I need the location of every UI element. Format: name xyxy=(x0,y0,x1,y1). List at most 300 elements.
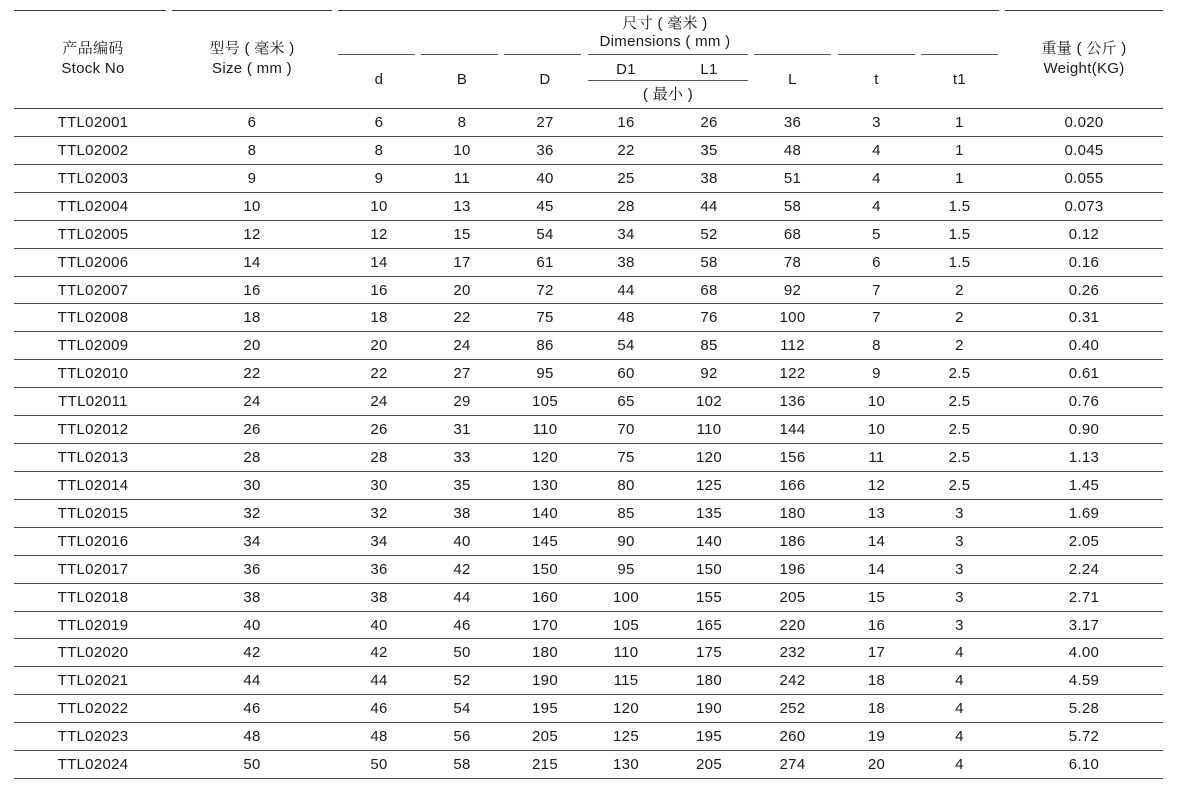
cell-D: 45 xyxy=(536,197,554,215)
cell-L: 232 xyxy=(779,644,806,662)
cell-weight: 6.10 xyxy=(1068,756,1100,774)
cell-L1: 150 xyxy=(696,560,722,578)
cell-d: 46 xyxy=(370,700,388,718)
cell-t1: 4 xyxy=(955,700,964,718)
cell-t: 14 xyxy=(867,532,886,550)
cell-t1: 2.5 xyxy=(948,421,971,439)
cell-B: 13 xyxy=(453,197,471,215)
cell-size: 12 xyxy=(243,225,261,243)
table-row xyxy=(0,723,1183,751)
cell-B: 29 xyxy=(453,393,471,411)
cell-D: 27 xyxy=(536,114,554,131)
cell-weight: 2.05 xyxy=(1068,532,1100,550)
cell-size: 42 xyxy=(243,644,261,662)
subheader-line-D xyxy=(504,54,581,55)
cell-size: 40 xyxy=(243,616,261,634)
cell-L1: 135 xyxy=(696,504,722,522)
cell-t1: 1 xyxy=(955,141,964,159)
cell-D1: 95 xyxy=(617,560,635,578)
cell-D1: 120 xyxy=(613,700,639,718)
cell-B: 44 xyxy=(453,588,471,606)
cell-t: 20 xyxy=(867,756,886,774)
cell-stock-no: TTL02015 xyxy=(57,504,129,522)
top-border-weight xyxy=(1005,10,1163,11)
cell-t: 11 xyxy=(868,449,885,467)
cell-L1: 44 xyxy=(700,197,718,215)
cell-D1: 34 xyxy=(617,225,635,243)
cell-B: 35 xyxy=(453,476,471,494)
cell-t1: 2.5 xyxy=(948,476,971,494)
cell-size: 22 xyxy=(243,365,261,383)
cell-weight: 0.26 xyxy=(1068,281,1100,299)
cell-t: 4 xyxy=(872,197,881,215)
cell-L: 186 xyxy=(779,532,806,550)
cell-size: 8 xyxy=(247,141,257,159)
cell-weight: 0.40 xyxy=(1068,337,1100,355)
table-row xyxy=(0,332,1183,360)
cell-B: 52 xyxy=(453,672,471,690)
cell-L: 196 xyxy=(779,560,806,578)
cell-stock-no: TTL02021 xyxy=(57,672,129,690)
cell-L: 156 xyxy=(779,449,806,467)
cell-B: 27 xyxy=(453,365,471,383)
cell-B: 56 xyxy=(453,728,471,746)
cell-t1: 2.5 xyxy=(948,449,971,467)
cell-L: 144 xyxy=(779,421,806,439)
cell-L: 180 xyxy=(779,504,806,522)
cell-D: 195 xyxy=(532,700,558,718)
cell-L1: 92 xyxy=(700,365,718,383)
cell-L: 68 xyxy=(783,225,802,243)
table-row xyxy=(0,528,1183,556)
cell-L1: 120 xyxy=(696,449,722,467)
cell-d: 22 xyxy=(370,365,388,383)
cell-L1: 26 xyxy=(700,114,718,131)
header-D1: D1 xyxy=(616,61,636,78)
cell-weight: 4.59 xyxy=(1068,672,1100,690)
cell-size: 36 xyxy=(243,560,261,578)
header-t1: t1 xyxy=(952,71,967,88)
cell-t: 12 xyxy=(867,476,886,494)
cell-t: 18 xyxy=(867,672,886,690)
top-border-stock xyxy=(14,10,166,11)
cell-weight: 5.28 xyxy=(1068,700,1100,718)
cell-D: 86 xyxy=(536,337,554,355)
cell-weight: 3.17 xyxy=(1068,616,1100,634)
cell-L1: 35 xyxy=(700,141,718,159)
cell-weight: 0.020 xyxy=(1064,114,1104,131)
cell-B: 40 xyxy=(453,532,471,550)
cell-D1: 25 xyxy=(617,169,635,187)
table-row xyxy=(0,304,1183,332)
subheader-line-t xyxy=(838,54,915,55)
cell-t1: 2.5 xyxy=(948,393,971,411)
cell-d: 32 xyxy=(370,504,388,522)
cell-weight: 4.00 xyxy=(1068,644,1100,662)
cell-d: 9 xyxy=(374,169,384,187)
cell-L: 58 xyxy=(783,197,802,215)
cell-D: 150 xyxy=(532,560,558,578)
cell-B: 11 xyxy=(453,169,471,187)
cell-B: 50 xyxy=(453,644,471,662)
cell-weight: 0.90 xyxy=(1068,421,1100,439)
cell-size: 16 xyxy=(243,281,261,299)
cell-weight: 1.13 xyxy=(1068,449,1100,467)
cell-L1: 175 xyxy=(696,644,722,662)
cell-d: 48 xyxy=(370,728,388,746)
cell-B: 10 xyxy=(453,141,471,159)
table-row xyxy=(0,612,1183,640)
cell-stock-no: TTL02014 xyxy=(57,476,129,494)
cell-D: 120 xyxy=(532,449,558,467)
cell-weight: 0.055 xyxy=(1064,169,1104,187)
cell-D: 205 xyxy=(532,728,558,746)
cell-D1: 125 xyxy=(613,728,639,746)
table-row xyxy=(0,556,1183,584)
header-dims-en: Dimensions ( mm ) xyxy=(599,33,731,50)
cell-D: 130 xyxy=(532,476,558,494)
cell-D: 61 xyxy=(536,253,554,271)
cell-L: 100 xyxy=(779,309,806,327)
cell-stock-no: TTL02017 xyxy=(57,560,129,578)
cell-B: 22 xyxy=(453,309,471,327)
cell-L: 122 xyxy=(779,365,806,383)
subheader-line-L xyxy=(754,54,831,55)
cell-t: 7 xyxy=(872,309,881,327)
cell-L1: 180 xyxy=(696,672,722,690)
cell-t1: 1.5 xyxy=(948,197,971,215)
cell-stock-no: TTL02003 xyxy=(57,169,129,187)
table-row xyxy=(0,639,1183,667)
cell-t: 16 xyxy=(867,616,886,634)
cell-D: 170 xyxy=(532,616,558,634)
cell-D1: 80 xyxy=(617,476,635,494)
cell-L: 112 xyxy=(780,337,805,355)
cell-size: 20 xyxy=(243,337,261,355)
cell-L1: 155 xyxy=(696,588,722,606)
cell-weight: 1.69 xyxy=(1068,504,1100,522)
cell-d: 34 xyxy=(370,532,388,550)
header-D: D xyxy=(539,71,551,88)
cell-L: 92 xyxy=(783,281,802,299)
cell-weight: 5.72 xyxy=(1068,728,1100,746)
cell-D1: 115 xyxy=(613,672,639,690)
cell-t1: 2 xyxy=(955,281,964,299)
cell-L1: 58 xyxy=(700,253,718,271)
cell-weight: 2.24 xyxy=(1068,560,1100,578)
header-L: L xyxy=(788,71,797,88)
cell-L: 48 xyxy=(783,141,802,159)
cell-D1: 90 xyxy=(617,532,635,550)
header-size-zh: 型号 ( 毫米 ) xyxy=(209,40,295,57)
cell-t: 10 xyxy=(867,421,886,439)
table-row xyxy=(0,137,1183,165)
cell-d: 10 xyxy=(370,197,388,215)
cell-L: 205 xyxy=(779,588,806,606)
cell-L: 220 xyxy=(779,616,806,634)
cell-L: 78 xyxy=(783,253,802,271)
header-L1: L1 xyxy=(700,61,718,78)
cell-L1: 165 xyxy=(696,616,722,634)
cell-D: 75 xyxy=(536,309,554,327)
cell-stock-no: TTL02009 xyxy=(57,337,129,355)
cell-D1: 100 xyxy=(613,588,639,606)
cell-D: 54 xyxy=(536,225,554,243)
cell-L: 36 xyxy=(783,114,802,131)
cell-D: 105 xyxy=(532,393,558,411)
cell-size: 32 xyxy=(243,504,261,522)
cell-stock-no: TTL02016 xyxy=(57,532,129,550)
cell-L1: 38 xyxy=(700,169,718,187)
cell-L1: 140 xyxy=(696,532,722,550)
cell-t1: 3 xyxy=(955,560,964,578)
cell-D1: 22 xyxy=(617,141,635,159)
cell-size: 9 xyxy=(247,169,257,187)
cell-t: 5 xyxy=(872,225,881,243)
table-row xyxy=(0,221,1183,249)
cell-stock-no: TTL02013 xyxy=(57,449,129,467)
cell-t1: 1 xyxy=(955,114,964,131)
cell-d: 8 xyxy=(374,141,384,159)
cell-D: 140 xyxy=(532,504,558,522)
header-B: B xyxy=(456,71,468,88)
cell-t: 6 xyxy=(872,253,881,271)
cell-D1: 60 xyxy=(617,365,635,383)
cell-D: 72 xyxy=(536,281,554,299)
cell-weight: 0.12 xyxy=(1068,225,1100,243)
cell-t: 7 xyxy=(872,281,881,299)
cell-t1: 1.5 xyxy=(948,253,971,271)
cell-t1: 3 xyxy=(955,504,964,522)
cell-t1: 4 xyxy=(955,644,964,662)
cell-stock-no: TTL02019 xyxy=(57,616,129,634)
cell-size: 30 xyxy=(243,476,261,494)
cell-d: 42 xyxy=(370,644,388,662)
cell-t1: 4 xyxy=(955,728,964,746)
cell-t: 17 xyxy=(867,644,886,662)
header-weight-en: Weight(KG) xyxy=(1043,60,1125,77)
cell-L1: 68 xyxy=(700,281,718,299)
cell-stock-no: TTL02011 xyxy=(58,393,128,411)
cell-d: 24 xyxy=(370,393,388,411)
cell-weight: 0.61 xyxy=(1068,365,1100,383)
cell-L: 252 xyxy=(779,700,806,718)
cell-stock-no: TTL02007 xyxy=(57,281,129,299)
cell-D1: 38 xyxy=(617,253,635,271)
cell-D: 110 xyxy=(532,421,558,439)
cell-d: 30 xyxy=(370,476,388,494)
cell-D: 145 xyxy=(532,532,558,550)
cell-B: 54 xyxy=(453,700,471,718)
cell-B: 15 xyxy=(453,225,471,243)
cell-t1: 1 xyxy=(955,169,964,187)
table-row xyxy=(0,584,1183,612)
cell-D1: 70 xyxy=(617,421,635,439)
table-row xyxy=(0,388,1183,416)
cell-stock-no: TTL02012 xyxy=(57,421,129,439)
table-row xyxy=(0,165,1183,193)
cell-L1: 85 xyxy=(700,337,718,355)
cell-L1: 125 xyxy=(696,476,722,494)
cell-d: 50 xyxy=(370,756,388,774)
header-min: ( 最小 ) xyxy=(642,86,694,103)
cell-d: 18 xyxy=(370,309,388,327)
subheader-line-d xyxy=(338,54,415,55)
cell-stock-no: TTL02008 xyxy=(57,309,129,327)
header-dims-zh: 尺寸 ( 毫米 ) xyxy=(622,15,708,32)
cell-B: 24 xyxy=(453,337,471,355)
cell-size: 50 xyxy=(243,756,261,774)
cell-t: 14 xyxy=(867,560,886,578)
cell-d: 44 xyxy=(370,672,388,690)
cell-t: 15 xyxy=(867,588,886,606)
cell-weight: 0.76 xyxy=(1068,393,1100,411)
cell-size: 46 xyxy=(243,700,261,718)
cell-B: 46 xyxy=(453,616,471,634)
cell-L: 242 xyxy=(779,672,806,690)
cell-L: 51 xyxy=(783,169,802,187)
cell-L: 136 xyxy=(779,393,806,411)
table-row xyxy=(0,249,1183,277)
cell-d: 16 xyxy=(370,281,388,299)
cell-t: 4 xyxy=(872,141,881,159)
cell-L1: 52 xyxy=(700,225,718,243)
cell-D1: 16 xyxy=(617,114,635,131)
cell-stock-no: TTL02020 xyxy=(57,644,129,662)
cell-stock-no: TTL02010 xyxy=(57,365,129,383)
cell-stock-no: TTL02006 xyxy=(57,253,129,271)
cell-B: 8 xyxy=(457,114,467,131)
cell-L: 166 xyxy=(779,476,806,494)
cell-L1: 205 xyxy=(696,756,722,774)
cell-t1: 2.5 xyxy=(948,365,971,383)
cell-stock-no: TTL02018 xyxy=(57,588,129,606)
cell-B: 20 xyxy=(453,281,471,299)
cell-D1: 85 xyxy=(617,504,635,522)
cell-D1: 54 xyxy=(617,337,635,355)
cell-d: 38 xyxy=(370,588,388,606)
cell-B: 58 xyxy=(453,756,471,774)
cell-size: 18 xyxy=(243,309,261,327)
cell-size: 10 xyxy=(243,197,261,215)
cell-size: 38 xyxy=(243,588,261,606)
table-row xyxy=(0,193,1183,221)
cell-d: 40 xyxy=(370,616,388,634)
cell-t1: 3 xyxy=(955,588,964,606)
cell-D: 180 xyxy=(532,644,558,662)
cell-size: 44 xyxy=(243,672,261,690)
cell-B: 42 xyxy=(453,560,471,578)
cell-d: 20 xyxy=(370,337,388,355)
cell-D: 215 xyxy=(532,756,558,774)
cell-D1: 105 xyxy=(613,616,639,634)
cell-t: 19 xyxy=(867,728,886,746)
cell-B: 31 xyxy=(453,421,471,439)
cell-L: 274 xyxy=(779,756,806,774)
cell-t: 8 xyxy=(872,337,881,355)
cell-d: 26 xyxy=(370,421,388,439)
header-size-en: Size ( mm ) xyxy=(212,60,292,77)
header-d: d xyxy=(374,71,384,88)
cell-t1: 4 xyxy=(955,756,964,774)
cell-d: 28 xyxy=(370,449,388,467)
top-border-dims xyxy=(338,10,999,11)
cell-t: 3 xyxy=(872,114,881,131)
cell-stock-no: TTL02005 xyxy=(57,225,129,243)
cell-D1: 130 xyxy=(613,756,639,774)
cell-stock-no: TTL02001 xyxy=(57,114,129,131)
cell-stock-no: TTL02024 xyxy=(57,756,129,774)
cell-d: 6 xyxy=(374,114,384,131)
cell-D1: 48 xyxy=(617,309,635,327)
cell-weight: 0.073 xyxy=(1064,197,1104,215)
cell-stock-no: TTL02004 xyxy=(57,197,129,215)
top-border-size xyxy=(172,10,332,11)
cell-size: 48 xyxy=(243,728,261,746)
header-stock-en: Stock No xyxy=(61,60,125,77)
header-weight-zh: 重量 ( 公斤 ) xyxy=(1041,40,1127,57)
cell-weight: 0.31 xyxy=(1068,309,1100,327)
subheader-line-B xyxy=(421,54,498,55)
cell-D: 190 xyxy=(532,672,558,690)
cell-D1: 75 xyxy=(617,449,635,467)
subheader-line-t1 xyxy=(921,54,998,55)
table-row xyxy=(0,667,1183,695)
cell-t: 18 xyxy=(867,700,886,718)
cell-size: 34 xyxy=(243,532,261,550)
cell-t: 9 xyxy=(872,365,881,383)
cell-weight: 0.045 xyxy=(1064,141,1104,159)
table-row xyxy=(0,751,1183,779)
cell-t: 4 xyxy=(872,169,881,187)
cell-size: 14 xyxy=(243,253,261,271)
D1L1-min-divider xyxy=(588,80,748,81)
cell-t1: 2 xyxy=(955,309,964,327)
cell-weight: 1.45 xyxy=(1068,476,1100,494)
cell-t1: 1.5 xyxy=(948,225,971,243)
cell-weight: 0.16 xyxy=(1068,253,1100,271)
cell-stock-no: TTL02023 xyxy=(57,728,129,746)
header-t: t xyxy=(874,71,879,88)
cell-size: 28 xyxy=(243,449,261,467)
cell-D: 160 xyxy=(532,588,558,606)
table-row xyxy=(0,444,1183,472)
subheader-line-D1L1 xyxy=(588,54,748,55)
table-row xyxy=(0,695,1183,723)
cell-L1: 102 xyxy=(696,393,722,411)
row-divider xyxy=(14,778,1163,779)
cell-D1: 65 xyxy=(617,393,635,411)
table-row xyxy=(0,500,1183,528)
cell-d: 14 xyxy=(370,253,388,271)
cell-t1: 3 xyxy=(955,532,964,550)
cell-D1: 44 xyxy=(617,281,635,299)
cell-B: 38 xyxy=(453,504,471,522)
cell-L1: 76 xyxy=(700,309,718,327)
cell-B: 33 xyxy=(453,449,471,467)
cell-size: 26 xyxy=(243,421,261,439)
cell-t1: 2 xyxy=(955,337,964,355)
header-stock-zh: 产品编码 xyxy=(62,40,124,57)
cell-D: 95 xyxy=(536,365,554,383)
cell-size: 24 xyxy=(243,393,261,411)
cell-t1: 3 xyxy=(955,616,964,634)
cell-L1: 195 xyxy=(696,728,722,746)
cell-D: 40 xyxy=(536,169,554,187)
cell-d: 36 xyxy=(370,560,388,578)
cell-d: 12 xyxy=(370,225,388,243)
table-row xyxy=(0,472,1183,500)
